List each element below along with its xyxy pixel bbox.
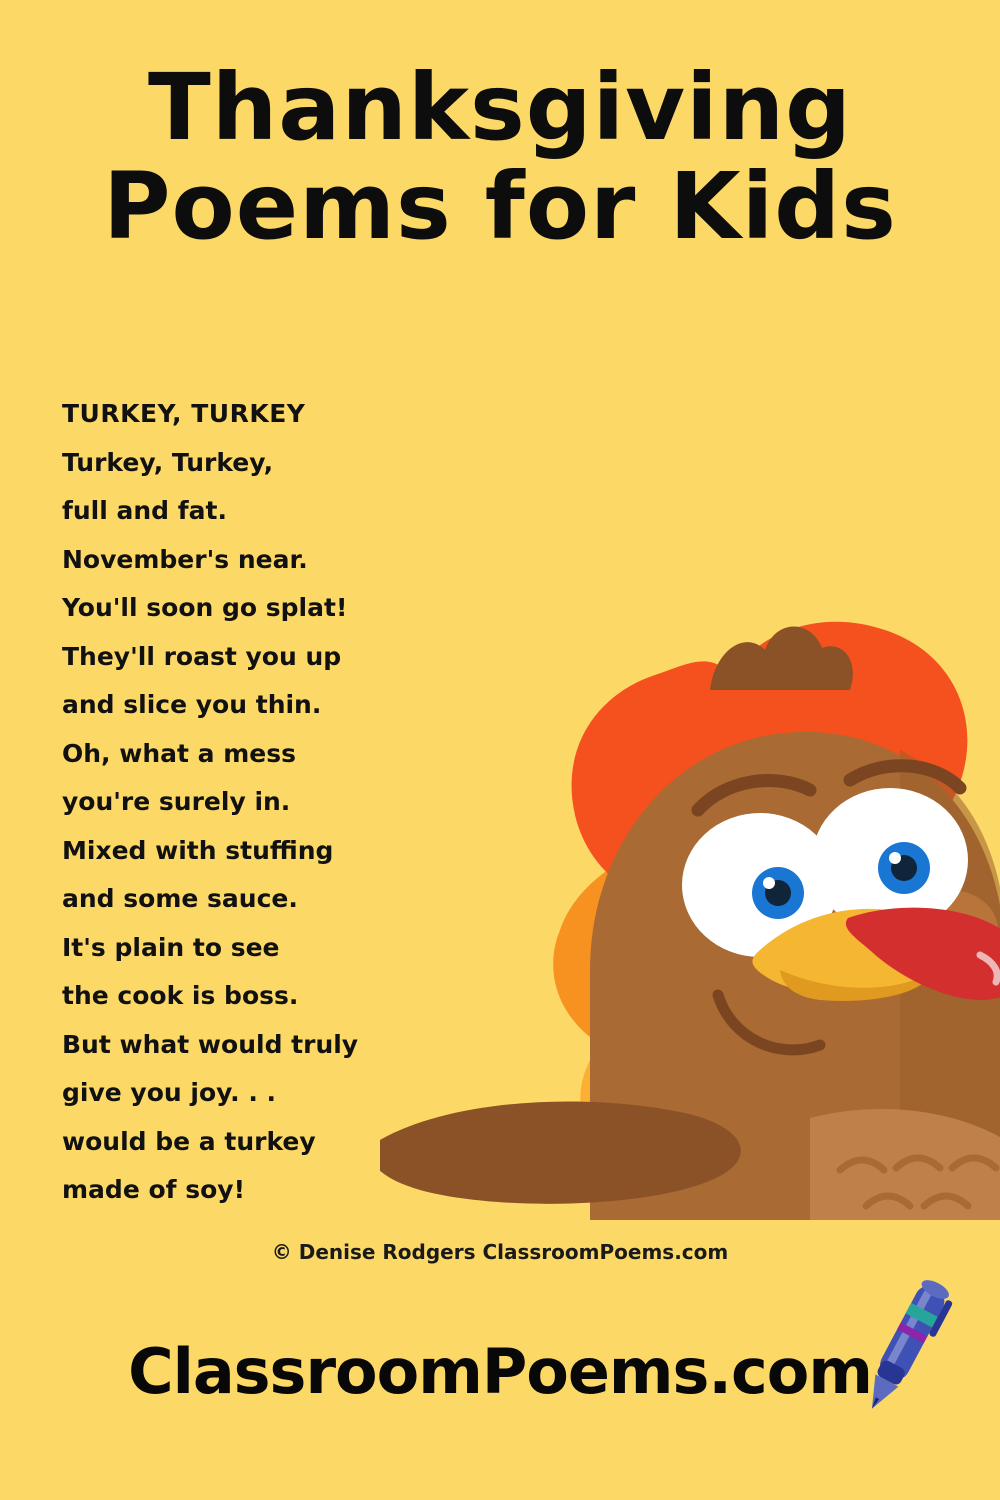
poem-line: They'll roast you up [62,641,342,671]
eye-left-iris [752,867,804,919]
poem-line: give you joy. . . [62,1078,277,1107]
feather-yellow [580,984,973,1182]
poem-line: made of soy! [62,1175,245,1204]
poem-line: would be a turkey [62,1126,316,1156]
poem-heading: TURKEY, TURKEY [62,399,306,428]
poem-line: You'll soon go splat! [62,593,348,622]
belly-feather-4 [866,1196,910,1206]
smile [718,995,820,1050]
poem-line: Oh, what a mess [62,738,297,768]
poem-line: the cook is boss. [62,981,299,1010]
poem-line: But what would truly [62,1029,359,1059]
poem-line: you're surely in. [62,787,291,816]
poem-line: Turkey, Turkey, [62,447,274,477]
belly-patch [810,1109,1000,1220]
cheek-blush [902,890,998,970]
title-line-1: Thanksgiving [147,54,853,161]
turkey-body [590,732,1000,1220]
eye-right-white [812,788,968,932]
eyebrow-left [698,780,810,810]
belly-feather-3 [952,1158,996,1168]
site-brand: ClassroomPoems.com [128,1335,872,1408]
poem-line: full and fat. [62,496,227,525]
poem-line: It's plain to see [62,932,280,962]
poem-line: November's near. [62,544,308,574]
title-line-2: Poems for Kids [103,153,897,261]
beak-shadow [780,970,928,1001]
eye-left-white [682,813,838,957]
beak [752,909,945,996]
eye-right-pupil [891,855,917,881]
eye-left-pupil [765,880,791,906]
poem-line: and slice you thin. [62,690,322,719]
wattle-highlight [980,955,997,982]
wattle [846,908,1000,1000]
page-title [0,54,1000,261]
copyright-credit: © Denise Rodgers ClassroomPoems.com [271,1240,729,1264]
eye-right-glint [889,852,901,864]
poem-text [62,390,482,1215]
body-shading [900,750,1000,1220]
belly-feather-5 [924,1196,968,1206]
pen-icon [842,1272,972,1422]
feather-orange [553,830,985,1080]
eye-right-iris [878,842,930,894]
head-tuft [710,626,853,690]
eye-left-glint [763,877,775,889]
belly-feather-2 [896,1158,940,1168]
poem-line: and some sauce. [62,884,298,913]
belly-feather-1 [840,1160,884,1170]
poem-line: Mixed with stuffing [62,835,334,865]
eyebrow-right [850,766,960,788]
feather-red [572,622,968,920]
